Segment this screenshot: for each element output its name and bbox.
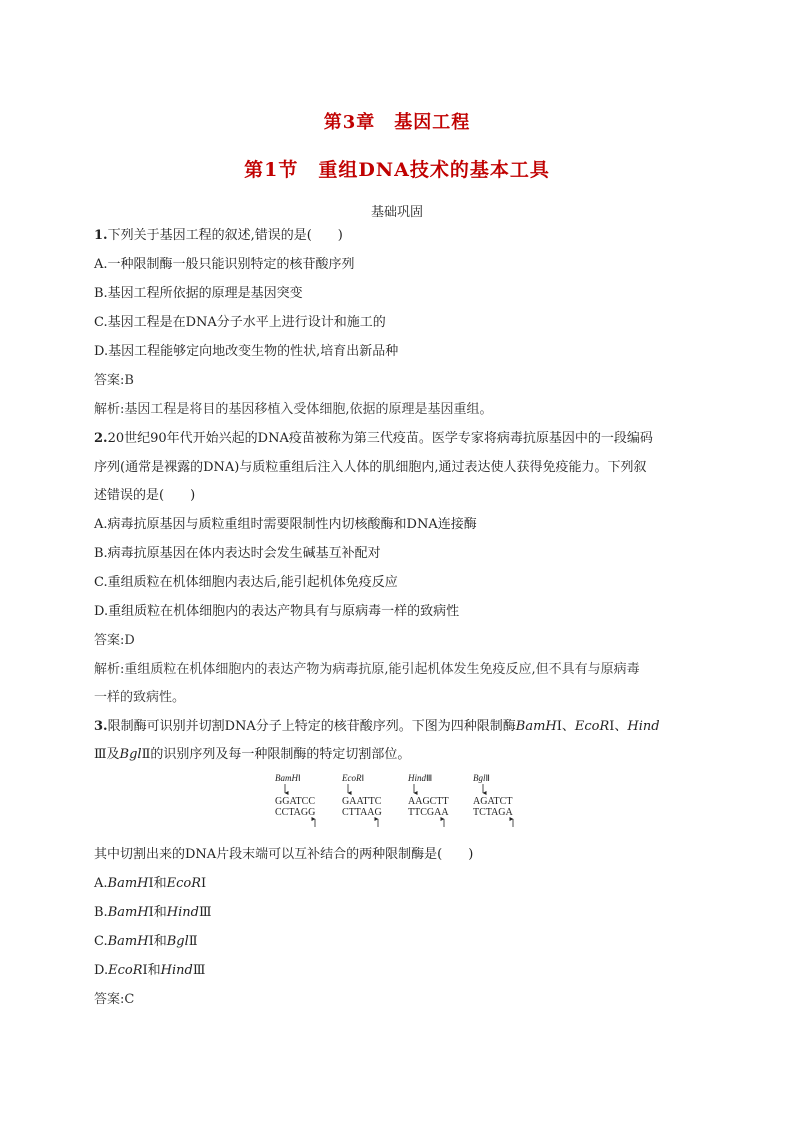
q2-option-d: D.重组质粒在机体细胞内的表达产物具有与原病毒一样的致病性 xyxy=(94,604,460,619)
figure-enzyme-label: BamHⅠ xyxy=(275,773,301,783)
q3-stem-roman-b: Ⅲ及 xyxy=(94,747,120,762)
q3-option-c-roman-2: Ⅱ xyxy=(188,934,198,949)
q3-option-d xyxy=(94,962,704,980)
q3-enzyme-bamh-roman: Ⅰ、 xyxy=(556,719,575,734)
figure-enzyme-label: HindⅢ xyxy=(408,773,433,783)
q3-option-b-roman-1: Ⅰ和 xyxy=(148,905,167,920)
q3-stem-line-3: 其中切割出来的DNA片段末端可以互补结合的两种限制酶是( ) xyxy=(94,847,474,862)
q2-stem-line-3: 述错误的是( ) xyxy=(94,488,196,503)
q2-stem-line-2: 序列(通常是裸露的DNA)与质粒重组后注入人体的肌细胞内,通过表达使人获得免疫能力。下列叙 xyxy=(94,460,647,475)
q3-number: 3. xyxy=(94,719,108,734)
q2-stem-text-1: 20世纪90年代开始兴起的DNA疫苗被称为第三代疫苗。医学专家将病毒抗原基因中的一段编码 xyxy=(107,431,653,446)
q3-option-b-enzyme-1: BamH xyxy=(107,905,149,920)
q3-enzyme-bamh: BamH xyxy=(515,719,557,734)
q3-option-a-roman-2: Ⅰ xyxy=(201,876,207,891)
q3-stem-line-1 xyxy=(94,718,704,736)
figure-top-strand: GGATCC xyxy=(275,796,316,807)
figure-enzyme-label: EcoRⅠ xyxy=(342,773,365,783)
q2-explain-text-1: 重组质粒在机体细胞内的表达产物为病毒抗原,能引起机体发生免疫反应,但不具有与原病毒 xyxy=(124,662,640,677)
q2-stem-line-1 xyxy=(94,430,704,448)
q2-answer: 答案:D xyxy=(94,633,135,648)
q3-enzyme-ecor: EcoR xyxy=(574,719,610,734)
q2-explanation-line-2: 一样的致病性。 xyxy=(94,690,186,705)
q2-number: 2. xyxy=(94,431,108,446)
q1-option-c: C.基因工程是在DNA分子水平上进行设计和施工的 xyxy=(94,315,386,330)
q3-option-c-enzyme-1: BamH xyxy=(107,934,149,949)
q1-answer: 答案:B xyxy=(94,373,134,388)
q3-option-d-enzyme-1: EcoR xyxy=(108,963,143,978)
q3-enzyme-ecor-roman: Ⅰ、 xyxy=(609,719,628,734)
q3-stem-line-2 xyxy=(94,746,704,764)
q2-explain-label: 解析: xyxy=(94,662,125,677)
restriction-site-figure xyxy=(270,772,530,828)
figure-bottom-strand: TTCGAA xyxy=(408,807,449,818)
figure-enzyme-label: BglⅡ xyxy=(473,773,490,783)
q1-stem xyxy=(94,227,704,245)
q1-stem-text: 下列关于基因工程的叙述,错误的是( ) xyxy=(107,228,343,243)
q3-option-c-letter: C. xyxy=(94,934,108,949)
q3-answer: 答案:C xyxy=(94,992,135,1007)
restriction-site-diagram xyxy=(270,772,530,828)
q3-enzyme-hind: Hind xyxy=(627,719,660,734)
q3-option-b xyxy=(94,904,704,922)
q2-explanation-line-1 xyxy=(94,661,704,679)
q1-number: 1. xyxy=(94,228,108,243)
q3-option-d-letter: D. xyxy=(94,963,109,978)
q3-option-a-enzyme-1: BamH xyxy=(107,876,149,891)
q3-option-a-roman-1: Ⅰ和 xyxy=(148,876,167,891)
q3-option-a-letter: A. xyxy=(94,876,108,891)
chapter-title: 第3章 基因工程 xyxy=(323,112,471,133)
q1-option-b: B.基因工程所依据的原理是基因突变 xyxy=(94,286,303,301)
figure-bottom-strand: CTTAAG xyxy=(342,807,382,818)
q1-explain-text: 基因工程是将目的基因移植入受体细胞,依据的原理是基因重组。 xyxy=(124,402,493,417)
q1-explanation xyxy=(94,401,704,419)
q3-option-b-enzyme-2: Hind xyxy=(166,905,199,920)
q2-option-a: A.病毒抗原基因与质粒重组时需要限制性内切核酸酶和DNA连接酶 xyxy=(94,517,477,532)
figure-bottom-strand: CCTAGG xyxy=(275,807,316,818)
q3-option-d-roman-2: Ⅲ xyxy=(192,963,206,978)
q3-stem-text-a: 限制酶可识别并切割DNA分子上特定的核苷酸序列。下图为四种限制酶 xyxy=(107,719,516,734)
q3-stem-text-b: Ⅱ的识别序列及每一种限制酶的特定切割部位。 xyxy=(141,747,411,762)
q2-option-b: B.病毒抗原基因在体内表达时会发生碱基互补配对 xyxy=(94,546,381,561)
q2-option-c: C.重组质粒在机体细胞内表达后,能引起机体免疫反应 xyxy=(94,575,398,590)
q1-explain-label: 解析: xyxy=(94,402,125,417)
q3-option-b-roman-2: Ⅲ xyxy=(199,905,212,920)
q1-option-d: D.基因工程能够定向地改变生物的性状,培育出新品种 xyxy=(94,344,399,359)
q3-enzyme-bgl: Bgl xyxy=(119,747,142,762)
subheading: 基础巩固 xyxy=(370,205,423,220)
q1-option-a: A.一种限制酶一般只能识别特定的核苷酸序列 xyxy=(94,257,355,272)
figure-top-strand: AGATCT xyxy=(473,796,513,807)
section-title: 第1节 重组DNA技术的基本工具 xyxy=(244,159,550,181)
q3-option-a xyxy=(94,875,704,893)
figure-top-strand: GAATTC xyxy=(342,796,382,807)
q3-option-c xyxy=(94,933,704,951)
figure-bottom-strand: TCTAGA xyxy=(473,807,513,818)
q3-option-d-enzyme-2: Hind xyxy=(160,963,193,978)
q3-option-d-roman-1: Ⅰ和 xyxy=(142,963,161,978)
q3-option-c-enzyme-2: Bgl xyxy=(166,934,189,949)
figure-top-strand: AAGCTT xyxy=(408,796,449,807)
q3-option-a-enzyme-2: EcoR xyxy=(166,876,202,891)
q3-option-b-letter: B. xyxy=(94,905,108,920)
q3-option-c-roman-1: Ⅰ和 xyxy=(148,934,167,949)
